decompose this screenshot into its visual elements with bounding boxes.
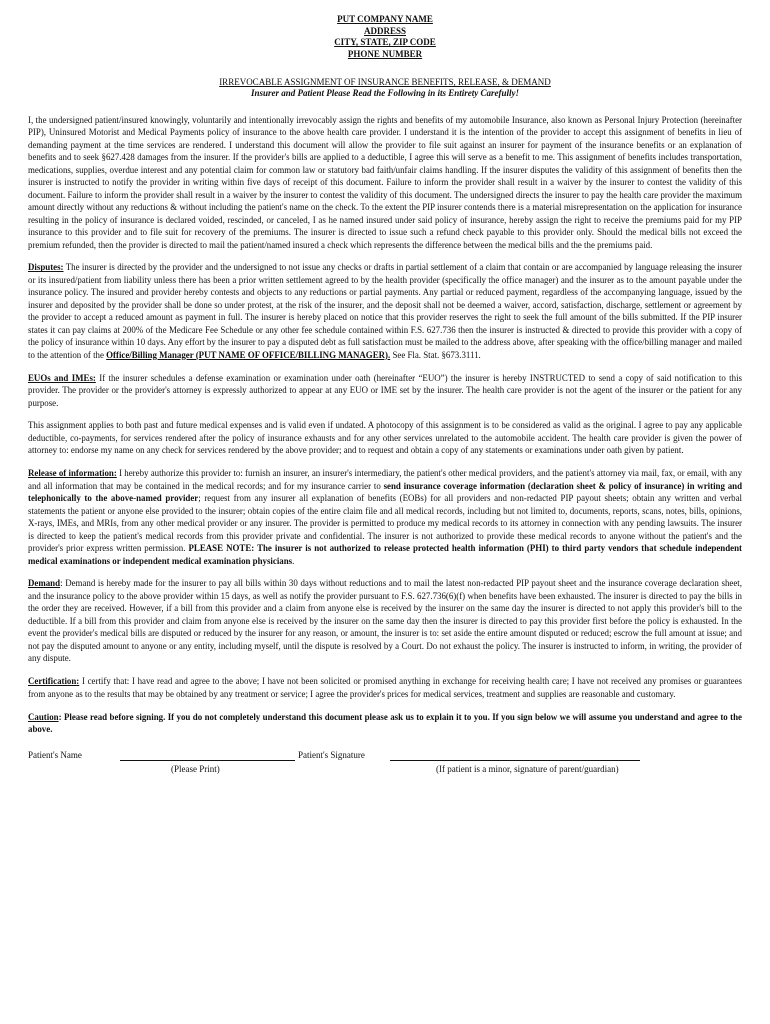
release-end: .	[292, 555, 295, 566]
release-bold-2: PLEASE NOTE: The insurer is not authorized to release protected health information (PHI) to third party vendors that schedule independent medical examinations or independent medical examination physicians	[28, 543, 743, 566]
release-label: Release of information:	[28, 468, 117, 479]
document-subtitle: Insurer and Patient Please Read the Following in its Entirety Carefully!	[250, 88, 520, 98]
euos-text: If the insurer schedules a defense examination or examination under oath (hereinafter “EUO”) the insurer is hereby INSTRUCTED to send a copy of said notification to this provider. The provider or the provider's attorney is expressly authorized to appear at any EUO or IME set by the insurer. The health care provider is not the agent of the insurer or the patient for any purpose.	[28, 372, 743, 408]
disputes-paragraph	[28, 261, 742, 361]
euos-paragraph	[28, 372, 742, 409]
minor-signature-note: (If patient is a minor, signature of parent/guardian)	[436, 764, 619, 775]
euos-label: EUOs and IMEs:	[28, 372, 96, 383]
billing-manager-text: Office/Billing Manager (PUT NAME OF OFFICE/BILLING MANAGER).	[106, 349, 391, 360]
please-print-note: (Please Print)	[171, 764, 220, 775]
caution-text: : Please read before signing. If you do not completely understand this document please ask us to explain it to you. If you sign below we will assume you understand and agree to the above.	[28, 711, 742, 734]
company-name: PUT COMPANY NAME	[337, 14, 433, 24]
release-bold-1: send insurance coverage information (declaration sheet & policy of insurance) in writing and telephonically to the above-named provider	[28, 480, 743, 504]
certification-label: Certification:	[28, 676, 80, 687]
caution-paragraph	[28, 711, 742, 736]
caution-label: Caution	[28, 711, 59, 722]
assignment-paragraph: This assignment applies to both past and future medical expenses and is valid even if undated. A photocopy of this assignment is to be considered as valid as the original. I agree to pay any applicable deductible, co-payments, for services rendered after the policy of insurance exhausts and for any other services unrelated to the automobile accident. The health care provider is given the power of attorney to: endorse my name on any check for services rendered by the above provider; and to request and obtain a copy of any statements or examinations under oath given by patient.	[28, 420, 742, 456]
signature-block	[28, 748, 742, 788]
letterhead	[28, 14, 742, 60]
certification-text: I certify that: I have read and agree to the above; I have not been solicited or promised anything in exchange for receiving health care; I have not received any promises or guarantees from anyone as to the results that may be obtained by any treatment or service; I agree the provider's prices for medical services, treatment and supplies are reasonable and customary.	[28, 676, 742, 699]
disputes-text: The insurer is directed by the provider and the undersigned to not issue any checks or drafts in partial settlement of a claim that contain or are accompanied by language releasing the insurer or its insured/patient from liability unless there has been a prior written settlement agreed to by the health provider (specifically the office manager) and the insurer as to the amount payable under the insurance policy. The insured and provider hereby contests and objects to any reductions or partial payments. Any partial or reduced payment, regardless of the accompanying language, issued by the insurer and deposited by the provider shall be done so under protest, at the risk of the insurer, and the deposit shall not be deemed a waiver, accord, satisfaction, discharge, settlement or agreement by the provider to accept a reduced amount as payment in full. The insurer is hereby placed on notice that this provider reserves the right to seek the full amount of the bills submitted. If the PIP insurer states it can pay claims at 200% of the Medicare Fee Schedule or any other fee schedule contained within F.S. 627.736 then the insurer is instructed & directed to provide this provider with a copy of the policy of insurance within 10 days. Any effort by the insurer to pay a disputed debt as full satisfaction must be mailed to the address above, after speaking with the office/billing manager and mailed to the attention of the	[28, 262, 742, 360]
company-city: CITY, STATE, ZIP CODE	[334, 37, 436, 47]
disputes-tail: See Fla. Stat. §673.3111.	[390, 349, 481, 360]
intro-paragraph: I, the undersigned patient/insured knowingly, voluntarily and intentionally irrevocably assign the rights and benefits of my automobile Insurance, also known as Personal Injury Protection (hereinafter PIP), Uninsured Motorist and Medical Payments policy of insurance to the above health care provider. I understand it is the intention of the provider to accept this assignment of benefits in lieu of demanding payment at the time services are rendered. I understand this document will allow the provider to file suit against an insurer for payment of the insurance benefits or an explanation of benefits and to seek §627.428 damages from the insurer. If the provider's bills are applied to a deductible, I agree this will serve as a benefit to me. This assignment of benefits includes transportation, medications, supplies, overdue interest and any potential claim for common law or statutory bad faith/unfair claims handling. If the insurer disputes the validity of this assignment of benefits then the insurer is instructed to notify the provider in writing within five days of receipt of this document. Failure to inform the provider shall result in a waiver by the insurer to contest the validity of this document. Failure to inform the provider shall result in a waiver by the insurer to contest the validity of this document. The undersigned directs the insurer to pay the health care provider the maximum amount directly without any reductions & without including the patient's name on the check. To the extent the PIP insurer contends there is a material misrepresentation on the application for insurance resulting in the policy of insurance is declared voided, rescinded, or canceled, I as he named insured under said policy of insurance, hereby assign the right to receive the premiums paid for my PIP insurance to this provider and to file suit for recovery of the premiums. The insurer is directed to issue such a refund check payable to this provider only. Should the medical bills not exceed the premium refunded, then the provider is directed to mail the patient/named insured a check which represents the difference between the medical bills and the the premiums paid.	[28, 115, 742, 250]
company-address: ADDRESS	[363, 25, 406, 36]
patient-name-label: Patient's Name	[28, 750, 82, 761]
certification-paragraph	[28, 675, 742, 700]
patient-signature-label: Patient's Signature	[298, 750, 365, 761]
release-paragraph	[28, 467, 742, 567]
patient-signature-line[interactable]	[390, 760, 640, 761]
release-text-1: I hereby authorize this provider to: furnish an insurer, an insurer's intermediary, the patient's other medical providers, and the patient's attorney via mail, fax, or email, with any and all information that may be contained in the medical records; and for my insurance carrier to	[28, 468, 743, 491]
patient-name-line[interactable]	[120, 760, 295, 761]
demand-paragraph	[28, 577, 742, 664]
demand-text: : Demand is hereby made for the insurer to pay all bills within 30 days without reductions and to mail the latest non-redacted PIP payout sheet and the insurance coverage declaration sheet, and the insurance policy to the above provider within 15 days, as well as notify the provider pursuant to F.S. 627.736(6)(f) when benefits have been exhausted. The insurer is directed to pay the bills in the order they are received. However, if a bill from this provider and a claim from anyone else is received by the insurer on the same day the insurer is directed to not apply this provider's bill to the deductible. If a bill from this provider and claim from anyone else is received by the insurer on the same day then the insurer is directed to pay this provider first before the policy is exhausted. In the event the provider's medical bills are disputed or reduced by the insurer for any reason, or amount, the insurer is to: set aside the entire amount disputed or reduced; escrow the full amount at issue; and not pay the disputed amount to anyone or any entity, including myself, until the dispute is resolved by a Court. Do not exhaust the policy. The insurer is instructed to inform, in writing, the provider of any dispute.	[28, 578, 742, 664]
demand-label: Demand	[28, 578, 61, 589]
company-phone: PHONE NUMBER	[347, 48, 423, 59]
document-page	[28, 14, 742, 788]
disputes-label: Disputes:	[28, 262, 64, 273]
document-title: IRREVOCABLE ASSIGNMENT OF INSURANCE BENEFITS, RELEASE, & DEMAND	[219, 77, 551, 87]
release-text-2: ; request from any insurer all explanation of benefits (EOBs) for all providers and non-redacted PIP payout sheets; obtain any written and verbal statements the patient or anyone else provided to the insurer; obtain copies of the entire claim file and all medical records, including but not limited to, documents, reports, scans, notes, bills, opinions, X-rays, IMEs, and MRIs, from any other medical provider or any insurer. The provider is permitted to produce my medical records to its attorney in connection with any pending lawsuits. The insurer is directed to keep the patient's medical records from this provider private and confidential. The insurer is not authorized to provide these medical records to anyone without the patient's and the provider's prior express written permission.	[28, 493, 742, 554]
